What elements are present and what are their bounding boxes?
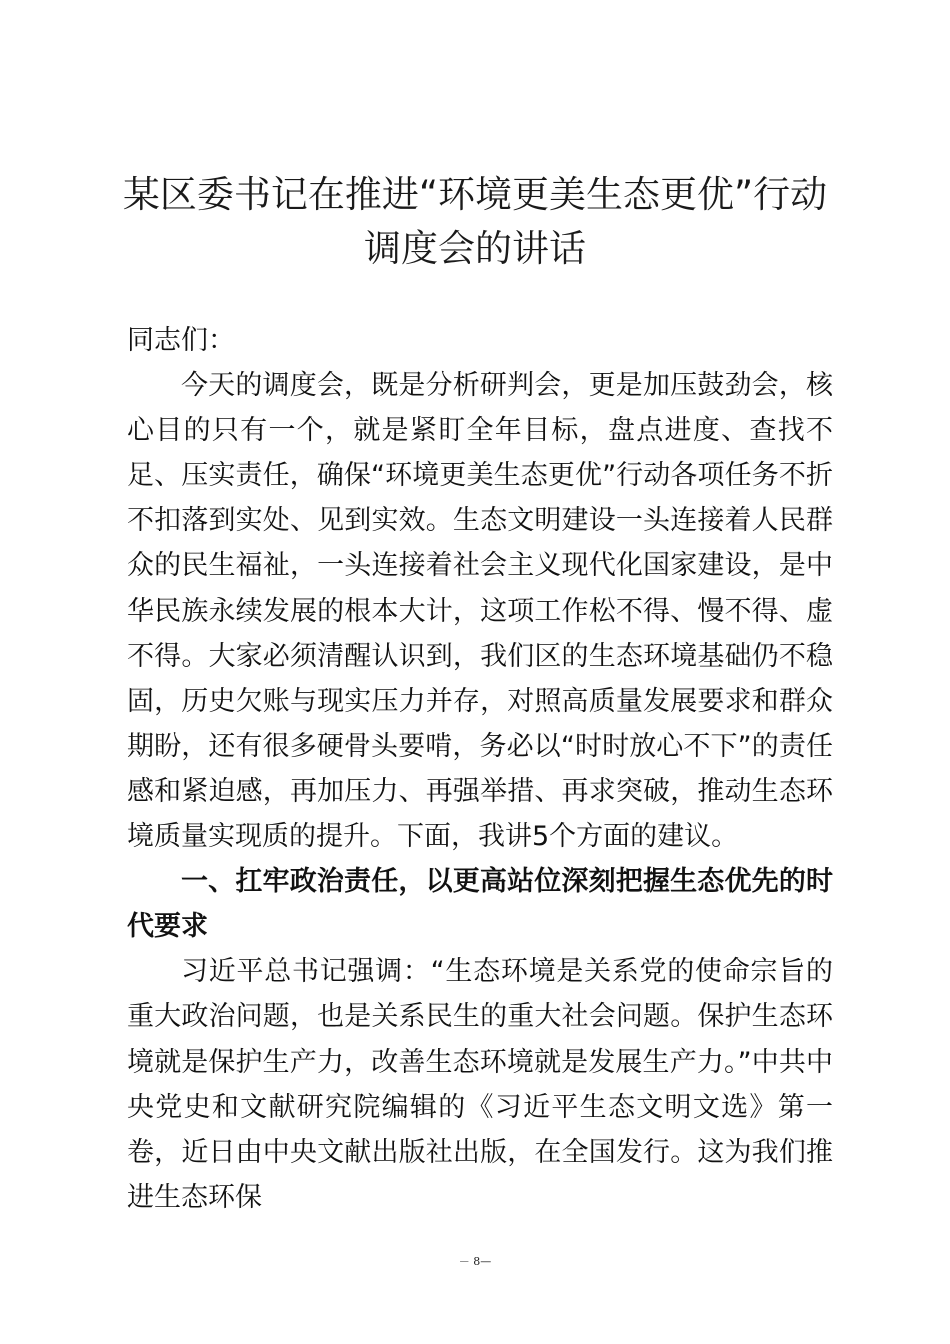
section-paragraph: 习近平总书记强调：“生态环境是关系党的使命宗旨的重大政治问题，也是关系民生的重大社会问题。保护生态环境就是保护生产力，改善生态环境就是发展生产力。”中共中央党史和文献研究院编辑的《习近平生态文明文选》第一卷，近日由中央文献出版社出版，在全国发行。这为我们推进生态环保 [127, 956, 833, 1213]
page-number: － 8— [458, 1255, 492, 1268]
opening-paragraph: 今天的调度会，既是分析研判会，更是加压鼓劲会，核心目的只有一个，就是紧盯全年目标，盘点进度、查找不足、压实责任，确保“环境更美生态更优”行动各项任务不折不扣落到实处、见到实效。生态文明建设一头连接着人民群众的民生福祉，一头连接着社会主义现代化国家建设，是中华民族永续发展的根本大计，这项工作松不得、慢不得、虚不得。大家必须清醒认识到，我们区的生态环境基础仍不稳固，历史欠账与现实压力并存，对照高质量发展要求和群众期盼，还有很多硬骨头要啃，务必以“时时放心不下”的责任感和紧迫感，再加压力、再强举措、再求突破，推动生态环境质量实现质的提升。下面，我讲5个方面的建议。 [127, 370, 833, 853]
salutation: 同志们： [127, 325, 235, 356]
title-line-2: 调度会的讲话 [364, 227, 586, 270]
document-body [127, 318, 833, 1220]
section-heading: 一、扛牢政治责任，以更高站位深刻把握生态优先的时代要求 [127, 866, 833, 943]
document-title [110, 168, 840, 276]
title-line-1: 某区委书记在推进“环境更美生态更优”行动 [122, 173, 828, 216]
